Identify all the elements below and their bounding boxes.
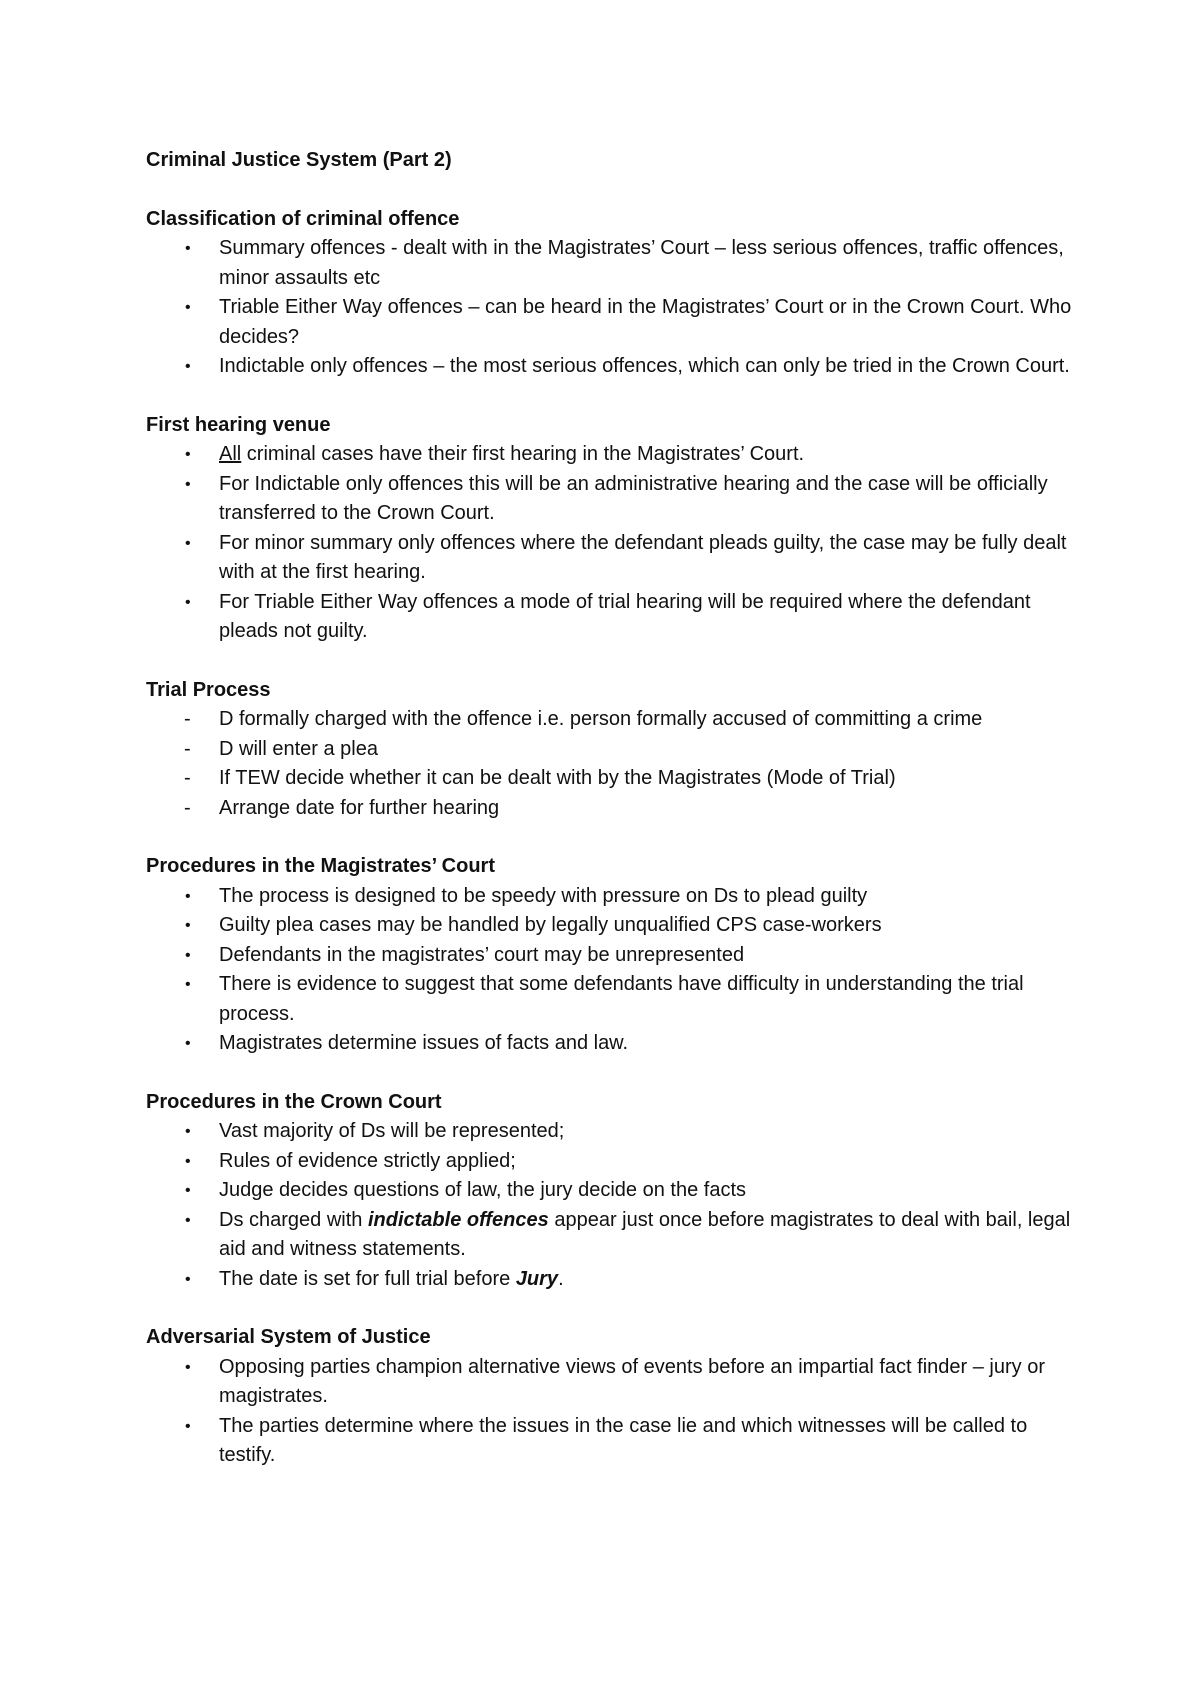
list-item [146,970,1086,1029]
list-item-text: The date is set for full trial before [219,1267,516,1290]
dash-list [146,705,1086,823]
list-item-text: appear just once before magistrates to deal with bail, legal aid and witness statements. [219,1208,1071,1260]
section-heading: Classification of criminal offence [146,207,460,230]
section-heading: Adversarial System of Justice [146,1326,431,1348]
bullet-marker: • [185,1358,191,1376]
bullet-list [146,234,1086,382]
list-item-text: For Triable Either Way offences a mode of trial hearing will be required where the defendant pleads not guilty. [219,590,1031,642]
section-heading: Trial Process [146,678,271,701]
list-item [146,1147,1086,1177]
list-item [146,1265,1086,1295]
list-item [146,764,1086,794]
bullet-list [146,1117,1086,1294]
section-heading: Procedures in the Crown Court [146,1090,442,1113]
section-classification [146,205,1086,382]
list-item-text: criminal cases have their first hearing in the Magistrates’ Court. [241,443,805,465]
bullet-marker: • [185,917,191,934]
emphasis-text: Jury [515,1267,559,1290]
dash-marker: - [184,796,191,819]
list-item-text: The parties determine where the issues in the case lie and which witnesses will be called to testify. [219,1414,1028,1466]
bullet-marker: • [185,593,191,611]
dash-marker: - [184,708,191,730]
list-item-text: Judge decides questions of law, the jury decide on the facts [219,1179,747,1201]
bullet-marker: • [185,946,191,964]
bullet-marker: • [185,1123,191,1140]
list-item [146,293,1086,352]
bullet-marker: • [185,534,191,552]
list-item-text: The process is designed to be speedy with pressure on Ds to plead guilty [219,884,868,907]
bullet-marker: • [185,446,191,463]
bullet-marker: • [185,1152,191,1170]
list-item-text: Ds charged with [219,1208,368,1231]
list-item [146,1029,1086,1059]
bullet-list [146,882,1086,1059]
emphasis-text: indictable offences [367,1208,549,1231]
list-item-text: If TEW decide whether it can be dealt with by the Magistrates (Mode of Trial) [219,767,896,789]
list-item-text: Triable Either Way offences – can be heard in the Magistrates’ Court or in the Crown Court. Who decides? [219,296,1072,348]
bullet-marker: • [185,475,191,493]
list-item [146,911,1086,941]
bullet-marker: • [185,1417,191,1435]
list-item-text: Rules of evidence strictly applied; [219,1149,516,1172]
section-heading: First hearing venue [146,413,331,436]
list-item [146,1206,1086,1265]
list-item [146,794,1086,824]
list-item-text: Indictable only offences – the most serious offences, which can only be tried in the Crown Court. [219,355,1070,377]
underlined-text: All [219,443,242,465]
bullet-marker: • [185,1270,191,1288]
bullet-marker: • [185,240,191,257]
list-item-text: D will enter a plea [219,737,378,760]
section-first-hearing [146,411,1086,647]
list-item [146,705,1086,735]
list-item [146,529,1086,588]
list-item [146,735,1086,765]
list-item-text: Magistrates determine issues of facts and law. [219,1032,629,1054]
section-adversarial-system [146,1323,1086,1471]
section-trial-process [146,676,1086,824]
list-item [146,352,1086,382]
list-item-text: For Indictable only offences this will be an administrative hearing and the case will be officially transferred to the Crown Court. [219,472,1048,524]
section-crown-court [146,1088,1086,1295]
bullet-marker: • [185,1211,191,1229]
list-item [146,1353,1086,1412]
list-item-text: . [558,1267,564,1290]
bullet-marker: • [185,299,191,316]
list-item [146,1117,1086,1147]
list-item [146,234,1086,293]
document-body [146,146,1086,1500]
list-item-text: Opposing parties champion alternative views of events before an impartial fact finder – jury or magistrates. [219,1355,1045,1407]
list-item-text: Guilty plea cases may be handled by legally unqualified CPS case-workers [219,914,882,936]
dash-marker: - [184,737,191,760]
list-item [146,882,1086,912]
bullet-marker: • [185,976,191,993]
list-item-text: D formally charged with the offence i.e. person formally accused of committing a crime [219,708,983,730]
dash-marker: - [184,767,191,789]
section-heading: Procedures in the Magistrates’ Court [146,855,495,877]
bullet-marker: • [185,1182,191,1199]
list-item-text: Defendants in the magistrates’ court may be unrepresented [219,943,745,966]
bullet-marker: • [185,1035,191,1052]
list-item [146,588,1086,647]
list-item [146,1412,1086,1471]
bullet-list [146,1353,1086,1471]
list-item [146,1176,1086,1206]
bullet-marker: • [185,358,191,375]
list-item-text: For minor summary only offences where the defendant pleads guilty, the case may be fully dealt with at the first hearing. [219,531,1067,583]
list-item-text: There is evidence to suggest that some defendants have difficulty in understanding the trial process. [219,973,1024,1025]
list-item [146,440,1086,470]
bullet-list [146,440,1086,647]
list-item-text: Vast majority of Ds will be represented; [219,1120,565,1142]
list-item-text: Arrange date for further hearing [219,796,500,819]
bullet-marker: • [185,887,191,905]
list-item [146,941,1086,971]
page-title: Criminal Justice System (Part 2) [146,149,452,171]
section-magistrates-court [146,852,1086,1059]
list-item-text: Summary offences - dealt with in the Magistrates’ Court – less serious offences, traffic offences, minor assaults etc [219,237,1064,289]
list-item [146,470,1086,529]
